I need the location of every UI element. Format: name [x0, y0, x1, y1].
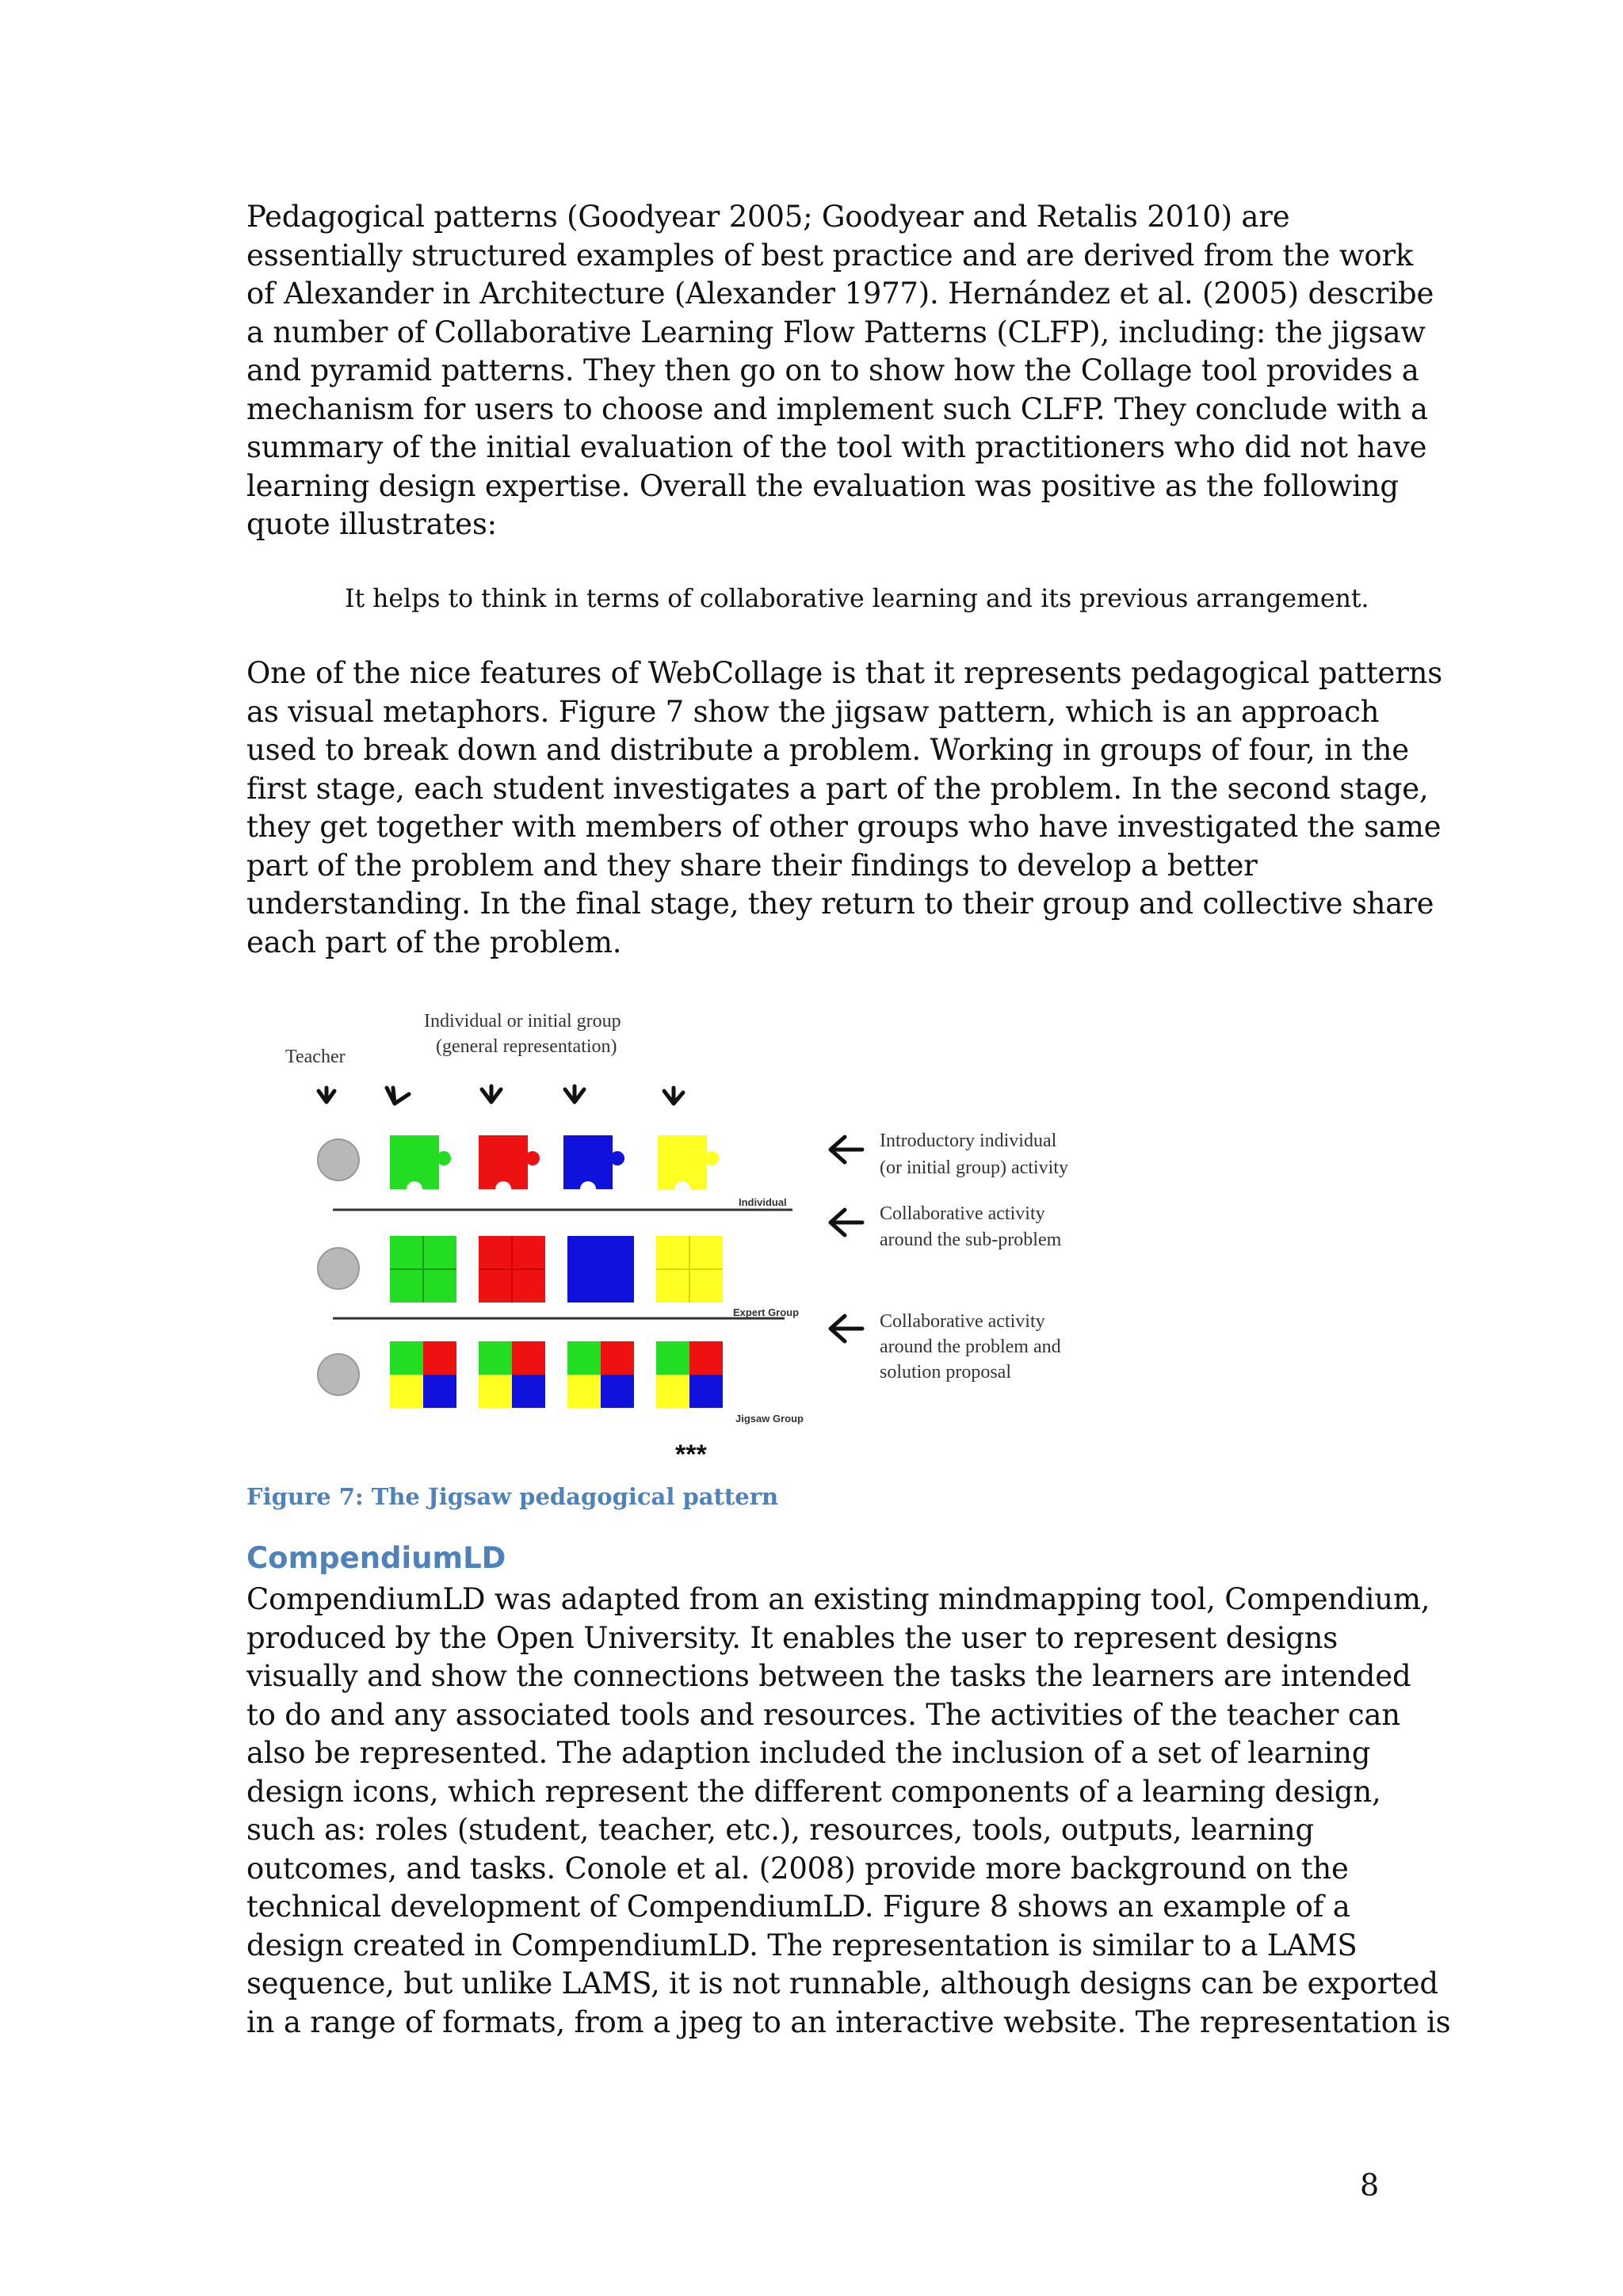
group-label-line1: Individual or initial group — [424, 1011, 621, 1032]
text-line: such as: roles (student, teacher, etc.), resources, tools, outputs, learning — [246, 1813, 1314, 1847]
teacher-circle — [318, 1139, 359, 1180]
row-label-individual: Individual — [739, 1196, 787, 1208]
text-line: design created in CompendiumLD. The representation is similar to a LAMS — [246, 1928, 1358, 1962]
arrow-down-icon — [565, 1086, 584, 1102]
puzzle-piece-green — [390, 1135, 451, 1197]
figure-caption: Figure 7: The Jigsaw pedagogical pattern — [246, 1483, 779, 1510]
puzzle-piece-yellow — [658, 1135, 719, 1197]
text-line: sequence, but unlike LAMS, it is not runnable, although designs can be exported — [246, 1966, 1438, 2000]
annotation-1-line2: (or initial group) activity — [880, 1158, 1068, 1178]
down-arrows — [319, 1086, 683, 1104]
arrow-left-icon — [831, 1210, 862, 1235]
jigsaw-diagram — [277, 994, 1149, 1470]
text-line: learning design expertise. Overall the evaluation was positive as the following — [246, 468, 1399, 503]
text-line: each part of the problem. — [246, 925, 622, 959]
paragraph-pedagogical-patterns — [246, 198, 1434, 544]
arrow-down-icon — [319, 1088, 334, 1102]
text-line: technical development of CompendiumLD. Figure 8 shows an example of a — [246, 1890, 1350, 1924]
annotation-3-line2: around the problem and — [880, 1337, 1061, 1357]
text-line: essentially structured examples of best practice and are derived from the work — [246, 238, 1414, 273]
text-line: Pedagogical patterns (Goodyear 2005; Goodyear and Retalis 2010) are — [246, 200, 1290, 234]
expert-group-blue — [567, 1236, 634, 1302]
text-line: a number of Collaborative Learning Flow Patterns (CLFP), including: the jigsaw — [246, 315, 1426, 349]
teacher-label: Teacher — [285, 1047, 346, 1067]
text-line: mechanism for users to choose and implement such CLFP. They conclude with a — [246, 391, 1428, 426]
text-line: of Alexander in Architecture (Alexander 1977). Hernández et al. (2005) describe — [246, 277, 1434, 311]
text-line: also be represented. The adaption included the inclusion of a set of learning — [246, 1736, 1371, 1770]
text-line: and pyramid patterns. They then go on to show how the Collage tool provides a — [246, 353, 1419, 387]
text-line: first stage, each student investigates a part of the problem. In the second stage, — [246, 771, 1429, 806]
text-line: produced by the Open University. It enables the user to represent designs — [246, 1620, 1338, 1655]
jigsaw-group-1 — [390, 1341, 456, 1408]
text-line: design icons, which represent the different components of a learning design, — [246, 1774, 1381, 1809]
text-line: in a range of formats, from a jpeg to an interactive website. The representation is — [246, 2004, 1451, 2039]
annotation-1-line1: Introductory individual — [880, 1131, 1057, 1151]
arrow-down-icon — [482, 1086, 501, 1102]
expert-group-red — [479, 1236, 545, 1302]
text-line: they get together with members of other groups who have investigated the same — [246, 810, 1442, 844]
arrow-left-icon — [831, 1137, 862, 1162]
row-label-jigsaw-group: Jigsaw Group — [735, 1413, 804, 1425]
row-jigsaw-group — [390, 1341, 723, 1408]
jigsaw-group-4 — [656, 1341, 723, 1408]
section-heading: CompendiumLD — [246, 1541, 506, 1575]
text-line: as visual metaphors. Figure 7 show the jigsaw pattern, which is an approach — [246, 694, 1380, 729]
page-number: 8 — [1360, 2168, 1380, 2203]
block-quote: It helps to think in terms of collaborative learning and its previous arrangement. — [345, 585, 1369, 613]
text-line: CompendiumLD was adapted from an existing mindmapping tool, Compendium, — [246, 1582, 1430, 1616]
text-line: visually and show the connections between the tasks the learners are intended — [246, 1659, 1411, 1693]
annotation-3-line3: solution proposal — [880, 1362, 1011, 1383]
text-line: One of the nice features of WebCollage is that it represents pedagogical patterns — [246, 656, 1443, 690]
paragraph-compendiumld — [246, 1581, 1451, 2042]
arrow-left-icon — [831, 1316, 862, 1341]
arrow-down-icon — [387, 1088, 409, 1104]
expert-group-yellow — [656, 1236, 723, 1302]
paragraph-webcollage — [246, 654, 1443, 962]
teacher-circles — [318, 1139, 359, 1395]
teacher-circle — [318, 1354, 359, 1395]
annotation-2-line1: Collaborative activity — [880, 1203, 1045, 1224]
left-arrows — [831, 1137, 862, 1341]
text-line: outcomes, and tasks. Conole et al. (2008) provide more background on the — [246, 1851, 1349, 1886]
jigsaw-figure — [277, 994, 1149, 1470]
puzzle-piece-red — [479, 1135, 540, 1197]
jigsaw-group-2 — [479, 1341, 545, 1408]
expert-group-green — [390, 1236, 456, 1302]
arrow-down-icon — [664, 1088, 683, 1104]
annotation-3-line1: Collaborative activity — [880, 1311, 1045, 1332]
puzzle-piece-blue — [563, 1135, 624, 1197]
row-label-expert-group: Expert Group — [733, 1306, 800, 1318]
row-expert-group — [390, 1236, 723, 1302]
text-line: understanding. In the final stage, they return to their group and collective share — [246, 887, 1434, 921]
row-individual — [390, 1135, 719, 1197]
text-line: part of the problem and they share their findings to develop a better — [246, 848, 1258, 883]
text-line: summary of the initial evaluation of the tool with practitioners who did not have — [246, 430, 1427, 464]
text-line: used to break down and distribute a problem. Working in groups of four, in the — [246, 733, 1410, 767]
jigsaw-group-3 — [567, 1341, 634, 1408]
teacher-circle — [318, 1248, 359, 1289]
text-line: to do and any associated tools and resources. The activities of the teacher can — [246, 1697, 1400, 1732]
group-label-line2: (general representation) — [436, 1036, 617, 1057]
annotation-2-line2: around the sub-problem — [880, 1230, 1062, 1250]
text-line: quote illustrates: — [246, 507, 497, 541]
figure-footer-mark: *** — [675, 1440, 707, 1470]
